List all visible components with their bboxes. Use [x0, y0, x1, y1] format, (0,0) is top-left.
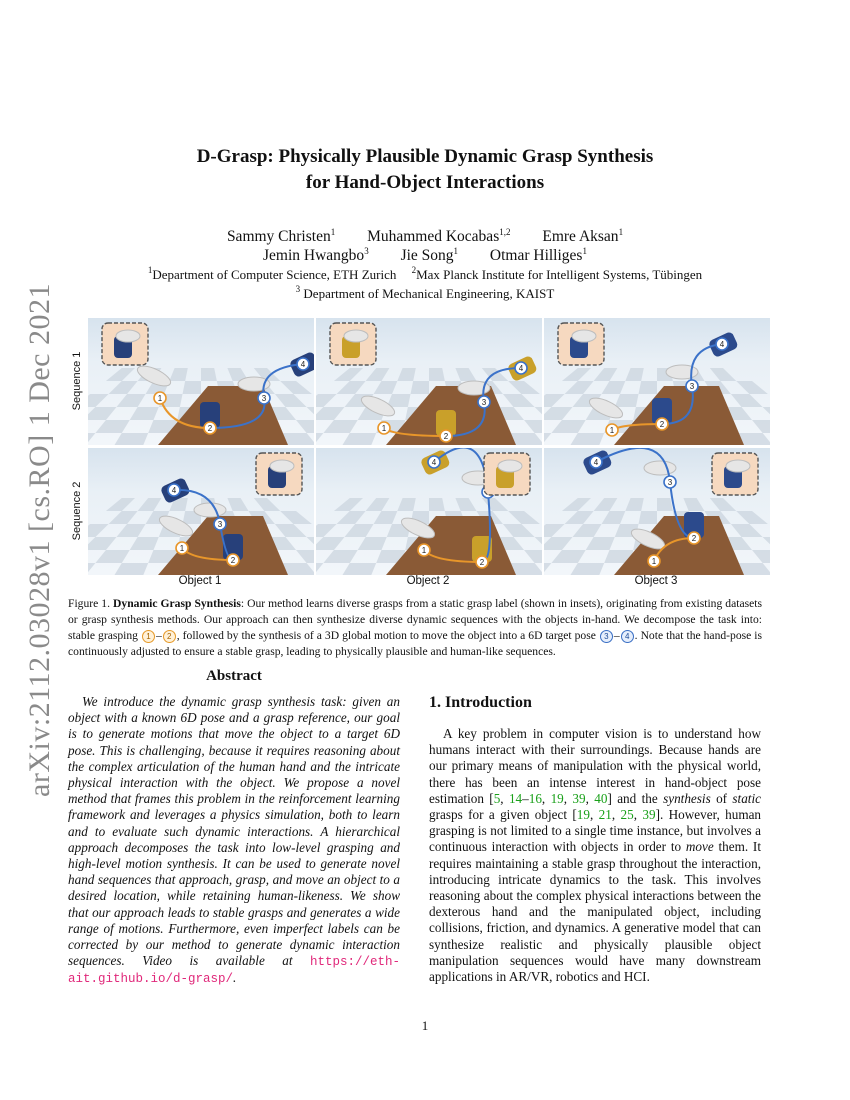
static-grasp-inset: [558, 323, 604, 365]
introduction-body: A key problem in computer vision is to understand how humans interact with their surroundings. Because hands are our primary means of manipulation with the physical world, there has been an intense interest in hand-object pose estimation [5, 14–16, 19, 39, 40] and the synthesis of static grasps for a given object [19, 21, 25, 39]. However, human grasping is not limited to a single time instance, but involves a continuous interaction with objects in order to move them. It requires maintaining a stable grasp throughout the interaction, introducing intricate dynamics to the task. This involves reasoning about the complex physical interactions between the dexterous hand and the manipulated object, including collisions, friction, and dynamics. A generative model that can synthesize realistic and physically plausible object manipulation sequences would have many downstream applications in AR/VR, robotics and HCI.: [429, 726, 762, 985]
affiliation: [296, 286, 555, 301]
intro-text: ]. However, human grasping is not limited to a single time instance, but involves a continuous interaction with objects in order to: [429, 807, 762, 855]
affiliation-text: Max Planck Institute for Intelligent Systems, Tübingen: [416, 267, 703, 282]
step-marker-4: [297, 358, 309, 370]
abstract-heading: Abstract: [206, 668, 262, 684]
row-label-text: Sequence 1: [71, 351, 83, 411]
author: [542, 228, 623, 245]
step-marker-1: 1: [142, 630, 155, 643]
scene-render: [316, 448, 542, 575]
affiliation-text: Department of Mechanical Engineering, KAIST: [300, 286, 555, 301]
svg-text:1: 1: [157, 394, 163, 403]
step-marker-1: [176, 542, 188, 554]
svg-text:2: 2: [230, 556, 236, 565]
svg-text:4: 4: [431, 458, 437, 467]
hand-model: [666, 365, 698, 379]
column-label-object-3: Object 3: [634, 575, 678, 587]
intro-text: of: [710, 790, 733, 806]
citation-link[interactable]: 39: [572, 790, 586, 806]
svg-text:1: 1: [609, 426, 615, 435]
citation-link[interactable]: 14: [508, 790, 523, 806]
abstract-end: .: [233, 970, 237, 986]
author-sup: 1: [330, 227, 336, 237]
author-name: Jie Song: [400, 247, 454, 264]
step-marker-1: [418, 544, 430, 556]
svg-text:4: 4: [593, 458, 599, 467]
step-marker-1: [606, 424, 618, 436]
authors-line-1: [100, 227, 750, 247]
caption-text: , followed by the synthesis of a 3D global motion to move the object into a 6D target pose: [176, 629, 599, 642]
citation-link[interactable]: 19: [550, 790, 564, 806]
scene-render: [88, 448, 314, 575]
step-marker-1: [648, 555, 660, 567]
affiliation: [148, 267, 397, 282]
author: [263, 247, 369, 264]
svg-text:4: 4: [518, 364, 524, 373]
author-sup: 1: [618, 227, 624, 237]
row-label-sequence-1: [68, 318, 86, 444]
step-marker-4: [428, 456, 440, 468]
project-link[interactable]: https://eth-ait.github.io/d-grasp/: [68, 955, 400, 987]
svg-text:1: 1: [421, 546, 427, 555]
svg-text:4: 4: [171, 486, 177, 495]
static-grasp-inset: [712, 453, 758, 495]
svg-text:2: 2: [207, 424, 213, 433]
step-marker-2: [476, 556, 488, 568]
scene-render: [88, 318, 314, 445]
row-label-text: Sequence 2: [71, 481, 83, 541]
svg-text:3: 3: [689, 382, 695, 391]
scene-panel-seq2-obj1: [88, 448, 314, 575]
citation-link[interactable]: 25: [620, 807, 634, 823]
step-marker-4: 4: [621, 630, 634, 643]
step-marker-2: [204, 422, 216, 434]
citation-link[interactable]: 19: [576, 807, 590, 823]
figure-caption: [68, 596, 762, 660]
caption-label: Figure 1.: [68, 597, 110, 610]
svg-text:4: 4: [719, 340, 725, 349]
svg-text:1: 1: [381, 424, 387, 433]
intro-text: grasps for a given object [: [429, 807, 577, 823]
affiliation-sup: 2: [411, 265, 417, 275]
static-grasp-inset: [484, 453, 530, 495]
intro-emphasis: synthesis: [663, 790, 711, 806]
citation-link[interactable]: 21: [598, 807, 612, 823]
svg-text:2: 2: [659, 420, 665, 429]
affiliation-sup: 1: [147, 265, 153, 275]
step-marker-2: [688, 532, 700, 544]
scene-render: [544, 448, 770, 575]
static-grasp-inset: [102, 323, 148, 365]
step-marker-3: [478, 396, 490, 408]
scene-panel-seq2-obj2: [316, 448, 542, 575]
scene-panel-seq2-obj3: [544, 448, 770, 575]
affiliation-text: Department of Computer Science, ETH Zurich: [152, 267, 397, 282]
citation-link[interactable]: 16: [528, 790, 542, 806]
authors-line-2: [100, 246, 750, 266]
step-marker-4: [168, 484, 180, 496]
author-sup: 1,2: [499, 227, 511, 237]
title-line-1: D-Grasp: Physically Plausible Dynamic Grasp Synthesis: [196, 146, 654, 167]
scene-render: [316, 318, 542, 445]
step-marker-1: [378, 422, 390, 434]
author: [227, 228, 335, 245]
affiliation: [412, 267, 703, 282]
svg-text:2: 2: [479, 558, 485, 567]
static-grasp-inset: [330, 323, 376, 365]
svg-text:2: 2: [443, 432, 449, 441]
page-number: 1: [421, 1018, 429, 1033]
teaser-figure: [68, 318, 762, 590]
caption-dash: –: [613, 629, 620, 642]
hand-model: [644, 461, 676, 475]
scene-panel-seq1-obj1: [88, 318, 314, 445]
intro-text: ] and the: [607, 790, 664, 806]
abstract-text: We introduce the dynamic grasp synthesis task: given an object with a known 6D pose and a grasp reference, our goal is to generate motions that move the object to a target 6D pose. This is challenging, because it requires reasoning about the complex articulation of the human hand and the intricate physical interaction with the object. We propose a novel method that frames this problem in the reinforcement learning framework and leverages a physics simulation, both to learn and to evaluate such dynamic interactions. A hierarchical approach decomposes the task into low-level grasping and high-level motion synthesis. It can be used to generate novel hand sequences that approach, grasp, and move an object to a desired location, while retaining human-likeness. We show that our approach leads to stable grasps and generates a wide range of motions. Furthermore, even imperfect labels can be corrected by our method to generate dynamic interaction sequences. Video is available at: [68, 694, 400, 969]
author: [367, 228, 510, 245]
author: [401, 247, 458, 264]
row-label-sequence-2: [68, 448, 86, 574]
affiliation-sup: 3: [295, 284, 301, 294]
svg-text:1: 1: [179, 544, 185, 553]
author-sup: 3: [364, 246, 369, 256]
abstract-body: [68, 694, 400, 988]
svg-text:3: 3: [261, 394, 267, 403]
step-marker-1: [154, 392, 166, 404]
scene-panel-seq1-obj3: [544, 318, 770, 445]
static-grasp-inset: [256, 453, 302, 495]
title-line-2: for Hand-Object Interactions: [305, 172, 545, 193]
scene-panel-seq1-obj2: [316, 318, 542, 445]
introduction-heading: 1. Introduction: [429, 694, 532, 711]
affiliations-line-1: [60, 266, 790, 284]
step-marker-3: [214, 518, 226, 530]
scene-render: [544, 318, 770, 445]
author-sup: 1: [582, 246, 587, 256]
author-name: Otmar Hilliges: [489, 247, 583, 264]
author-name: Jemin Hwangbo: [263, 247, 365, 264]
step-marker-2: [227, 554, 239, 566]
arxiv-stamp-text: arXiv:2112.03028v1 [cs.RO] 1 Dec 2021: [23, 283, 56, 797]
paper-title: [120, 144, 730, 196]
caption-title: Dynamic Grasp Synthesis: [113, 597, 241, 610]
caption-text: . Note that the hand-pose is continuously adjusted to ensure a stable grasp, leading to physically plausible and human-like sequences.: [68, 629, 763, 658]
column-label-object-2: Object 2: [406, 575, 450, 587]
citation-link[interactable]: 5: [493, 790, 501, 806]
citation-link[interactable]: 40: [594, 790, 608, 806]
svg-text:1: 1: [651, 557, 657, 566]
svg-text:3: 3: [667, 478, 673, 487]
step-marker-2: [440, 430, 452, 442]
svg-text:3: 3: [481, 398, 487, 407]
svg-text:2: 2: [691, 534, 697, 543]
step-marker-2: [656, 418, 668, 430]
author-sup: 1: [453, 246, 459, 256]
citation-link[interactable]: 39: [642, 807, 656, 823]
svg-text:4: 4: [300, 360, 306, 369]
svg-text:3: 3: [217, 520, 223, 529]
step-marker-3: [664, 476, 676, 488]
intro-emphasis: move: [685, 839, 714, 855]
author-name: Emre Aksan: [542, 228, 619, 245]
author-name: Sammy Christen: [226, 228, 331, 245]
step-marker-3: 3: [600, 630, 613, 643]
caption-dash: –: [155, 629, 162, 642]
hand-model: [194, 503, 226, 517]
caption-text: : Our method learns diverse grasps from a static grasp label (shown in insets), originating from existing datasets or grasp synthesis methods. Our approach can then synthesize diverse dynamic sequences with the objects in-hand. We decompose the task into: stable grasping: [68, 597, 762, 642]
intro-emphasis: static: [732, 790, 761, 806]
intro-text: them. It requires maintaining a stable grasp throughout the interaction, introducing intricate dynamics to the task. This involves reasoning about the complex physical interactions between the dexterous hand and the manipulated object, including collisions, friction, and dynamics. A generative model that can synthesize realistic and physically plausible object manipulation sequences would have many downstream applications in AR/VR, robotics and HCI.: [429, 839, 761, 985]
arxiv-stamp: [10, 283, 70, 797]
step-marker-3: [258, 392, 270, 404]
column-label-object-1: Object 1: [178, 575, 222, 587]
step-marker-4: [716, 338, 728, 350]
step-marker-4: [590, 456, 602, 468]
intro-text: A key problem in computer vision is to understand how humans interact with their surroundings. Because hands are our primary means of manipulation with the physical world, there has been an intense interest in hand-object pose estimation [: [429, 726, 761, 806]
step-marker-3: [686, 380, 698, 392]
author-name: Muhammed Kocabas: [367, 228, 500, 245]
step-marker-2: 2: [163, 630, 176, 643]
step-marker-4: [515, 362, 527, 374]
author: [490, 247, 587, 264]
affiliations-line-2: [60, 285, 790, 303]
